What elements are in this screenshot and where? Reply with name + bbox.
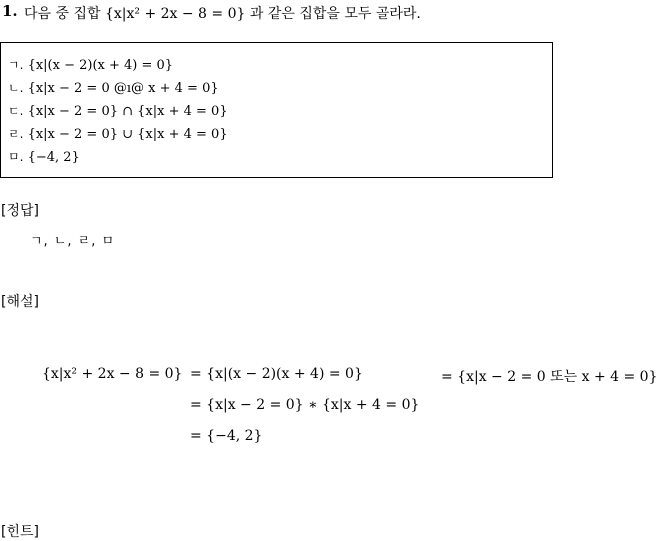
answer-heading: [정답] [1,203,39,219]
question-number: 1. [2,2,18,20]
answer-text: ㄱ, ㄴ, ㄹ, ㅁ [30,234,116,249]
choice-item [8,56,173,73]
choice-text: {x|x − 2 = 0 @ı@ x + 4 = 0} [27,81,219,96]
hint-heading: [힌트] [1,524,39,540]
choice-marker: ㄹ. [8,127,24,141]
choice-item [8,125,228,142]
choice-text: {x|x − 2 = 0} ∪ {x|x + 4 = 0} [27,127,228,142]
choice-marker: ㅁ. [8,150,24,164]
choice-item [8,148,80,165]
question-text: 다음 중 집합 {x|x² + 2x − 8 = 0} 과 같은 집합을 모두 골라라. [24,6,421,22]
choice-marker: ㄱ. [8,58,24,72]
choice-marker: ㄷ. [8,104,24,118]
explanation-line-3: = {−4, 2} [190,428,263,444]
choice-text: {−4, 2} [27,150,80,165]
explanation-line-1-right: = {x|x − 2 = 0 또는 x + 4 = 0} [441,369,658,385]
choice-text: {x|x − 2 = 0} ∩ {x|x + 4 = 0} [27,104,228,119]
choice-box [0,42,553,178]
explanation-line-1: = {x|(x − 2)(x + 4) = 0} [190,366,363,382]
choice-text: {x|(x − 2)(x + 4) = 0} [27,58,174,73]
explanation-lhs: {x|x² + 2x − 8 = 0} [42,366,183,382]
explanation-line-2: = {x|x − 2 = 0} ∗ {x|x + 4 = 0} [190,397,420,413]
choice-item [8,79,219,96]
explanation-heading: [해설] [1,294,39,310]
choice-marker: ㄴ. [8,81,24,95]
choice-item [8,102,228,119]
